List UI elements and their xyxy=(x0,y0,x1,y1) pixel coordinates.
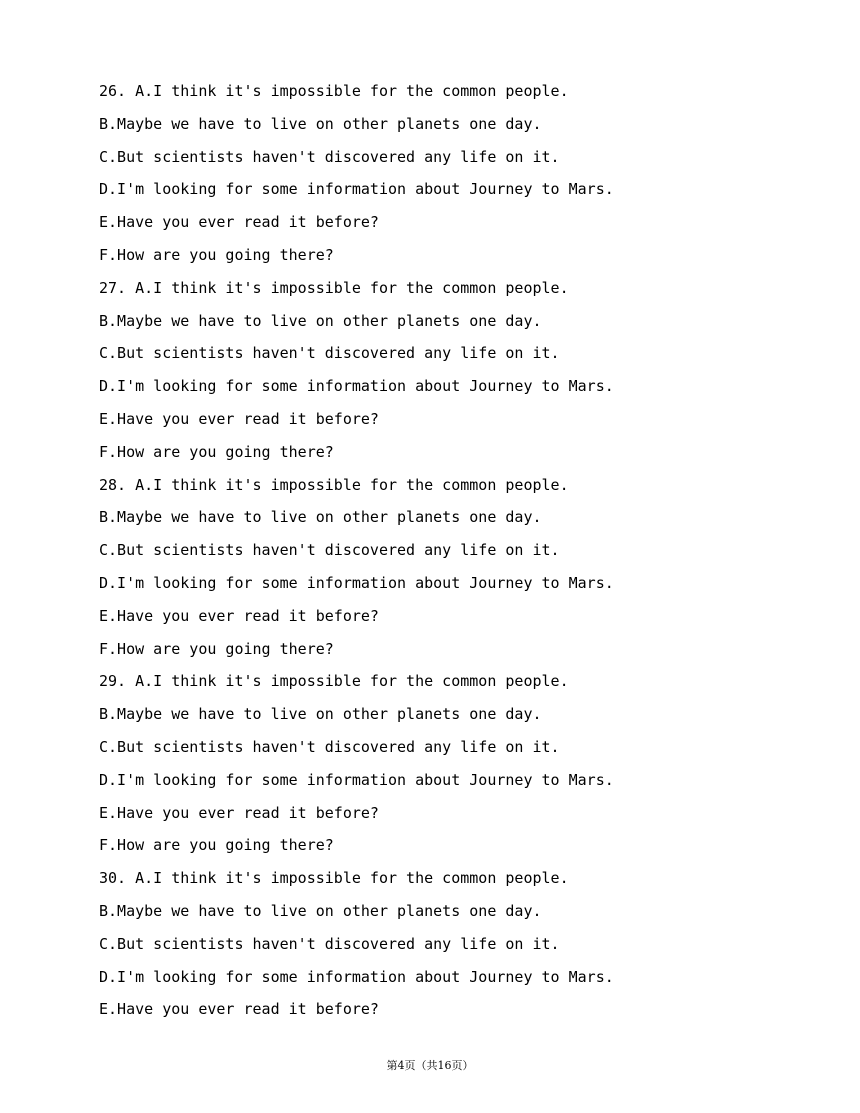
text-line: C.But scientists haven't discovered any life on it. xyxy=(99,147,560,166)
text-line: D.I'm looking for some information about Journey to Mars. xyxy=(99,770,614,789)
text-line: C.But scientists haven't discovered any life on it. xyxy=(99,737,560,756)
text-line: E.Have you ever read it before? xyxy=(99,213,379,232)
text-line: C.But scientists haven't discovered any life on it. xyxy=(99,541,560,560)
text-line: 30. A.I think it's impossible for the common people. xyxy=(99,869,569,888)
text-line: 27. A.I think it's impossible for the common people. xyxy=(99,278,569,297)
text-line: D.I'm looking for some information about Journey to Mars. xyxy=(99,377,614,396)
text-line: E.Have you ever read it before? xyxy=(99,803,379,822)
text-line: 29. A.I think it's impossible for the common people. xyxy=(99,672,569,691)
text-line: 28. A.I think it's impossible for the common people. xyxy=(99,475,569,494)
page-footer: 第4页（共16页） xyxy=(386,1059,474,1072)
text-line: C.But scientists haven't discovered any life on it. xyxy=(99,934,560,953)
text-line: E.Have you ever read it before? xyxy=(99,409,379,428)
text-line: D.I'm looking for some information about Journey to Mars. xyxy=(99,180,614,199)
text-line: C.But scientists haven't discovered any life on it. xyxy=(99,344,560,363)
text-line: 26. A.I think it's impossible for the common people. xyxy=(99,82,569,100)
text-line: D.I'm looking for some information about Journey to Mars. xyxy=(99,573,614,592)
text-line: D.I'm looking for some information about Journey to Mars. xyxy=(99,967,614,986)
text-line: B.Maybe we have to live on other planets one day. xyxy=(99,901,542,920)
text-line: F.How are you going there? xyxy=(99,442,334,461)
text-line: B.Maybe we have to live on other planets one day. xyxy=(99,508,542,527)
text-line: E.Have you ever read it before? xyxy=(99,606,379,625)
text-line: F.How are you going there? xyxy=(99,639,334,658)
text-line: B.Maybe we have to live on other planets one day. xyxy=(99,114,542,133)
text-line: B.Maybe we have to live on other planets one day. xyxy=(99,705,542,724)
text-line: E.Have you ever read it before? xyxy=(99,1000,379,1019)
text-line: B.Maybe we have to live on other planets one day. xyxy=(99,311,542,330)
text-line: F.How are you going there? xyxy=(99,836,334,855)
question-options xyxy=(99,81,819,1032)
text-line: F.How are you going there? xyxy=(99,245,334,264)
